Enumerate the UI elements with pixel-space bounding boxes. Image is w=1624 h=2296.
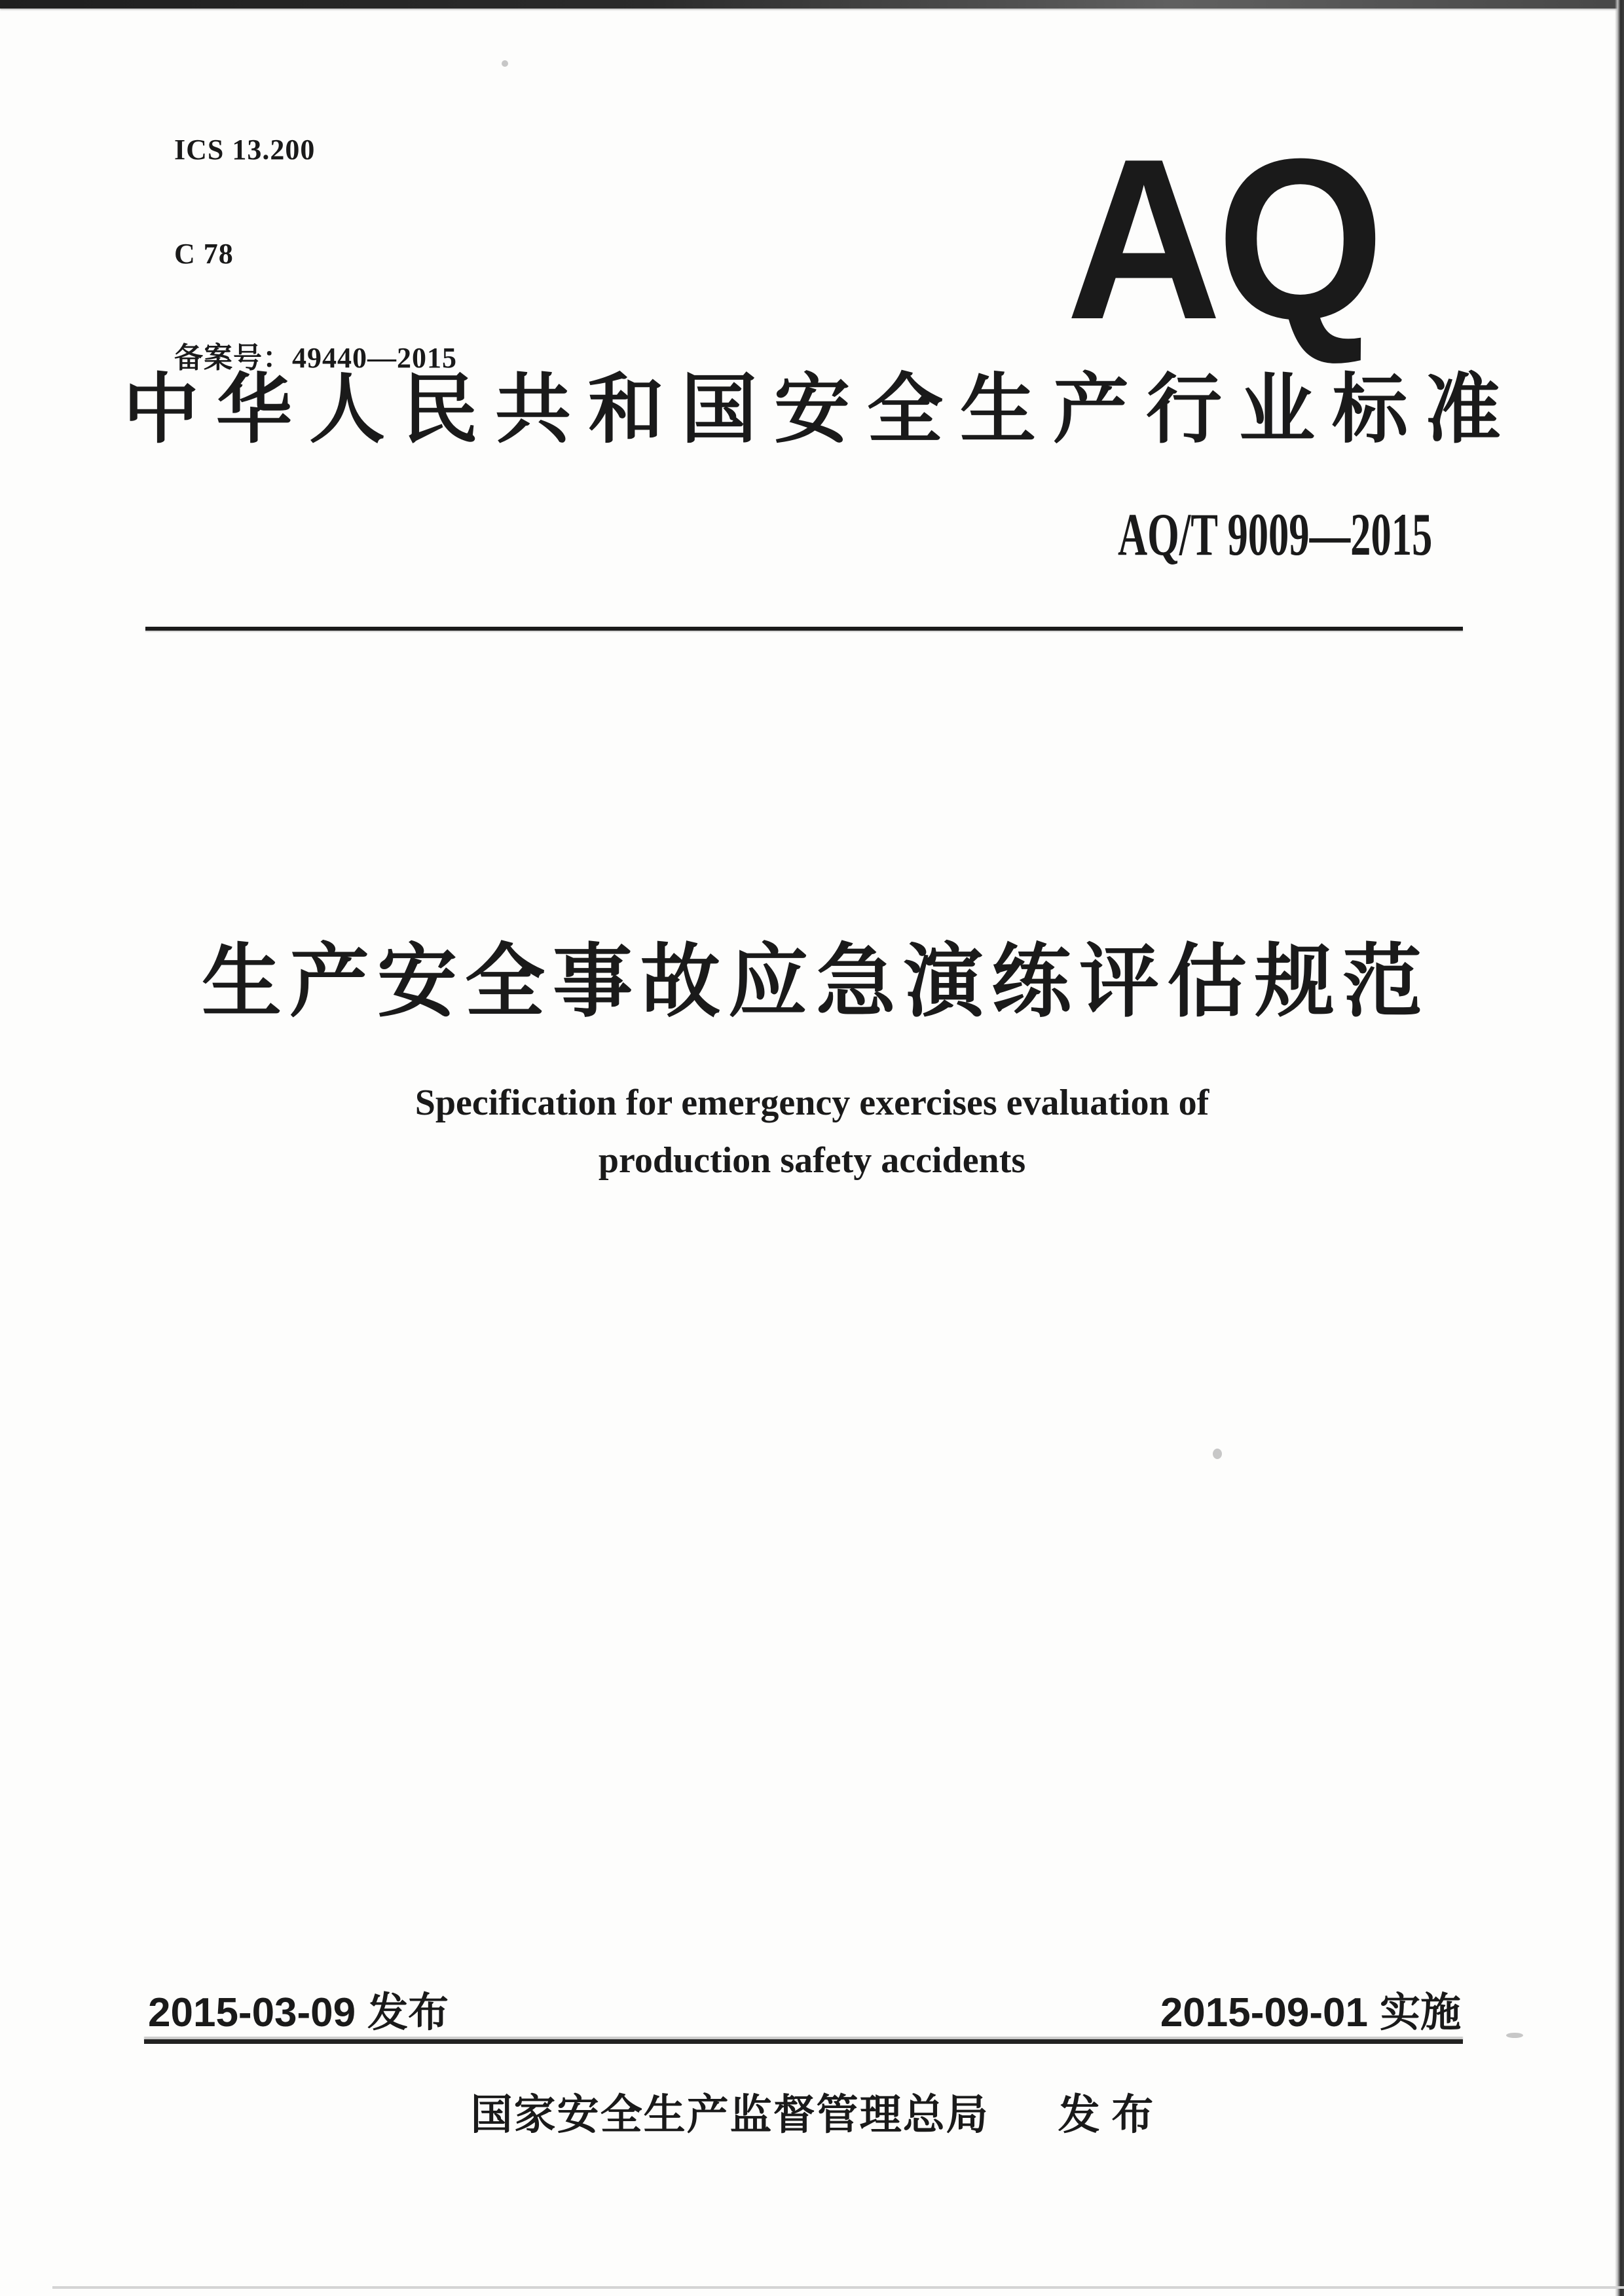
issue-date-group [148, 1991, 449, 2035]
document-title-en-line2: production safety accidents [598, 1140, 1026, 1181]
ics-code: ICS 13.200 [174, 134, 316, 166]
scan-edge-bottom [52, 2286, 1624, 2289]
publish-label: 发 布 [1058, 2091, 1154, 2138]
standard-class-title: 中华人民共和国安全生产行业标准 [123, 367, 1518, 452]
scan-speck [1213, 1449, 1222, 1459]
document-title-en-line1: Specification for emergency exercises evaluation of [415, 1083, 1209, 1123]
publisher-row [0, 2092, 1624, 2138]
issue-date: 2015-03-09 [148, 1990, 356, 2035]
footer-rule [144, 2039, 1463, 2044]
filing-number: 备案号：49440—2015 [174, 342, 457, 374]
dates-row [148, 1991, 1461, 2035]
scan-speck [1506, 2033, 1523, 2038]
implement-date: 2015-09-01 [1160, 1990, 1368, 2035]
scan-edge-top [0, 0, 1624, 9]
document-title-zh: 生产安全事故应急演练评估规范 [202, 937, 1430, 1026]
standard-number: AQ/T 9009—2015 [1117, 501, 1432, 568]
implement-label: 实施 [1379, 1990, 1461, 2035]
issue-label: 发布 [367, 1990, 449, 2035]
category-code: C 78 [174, 238, 234, 270]
implement-date-group [1160, 1991, 1461, 2035]
document-title-en [0, 1074, 1624, 1189]
aq-logo: AQ [1066, 111, 1380, 367]
publisher-name: 国家安全生产监督管理总局 [470, 2091, 989, 2138]
header-rule [145, 627, 1463, 631]
scan-speck [502, 60, 508, 67]
